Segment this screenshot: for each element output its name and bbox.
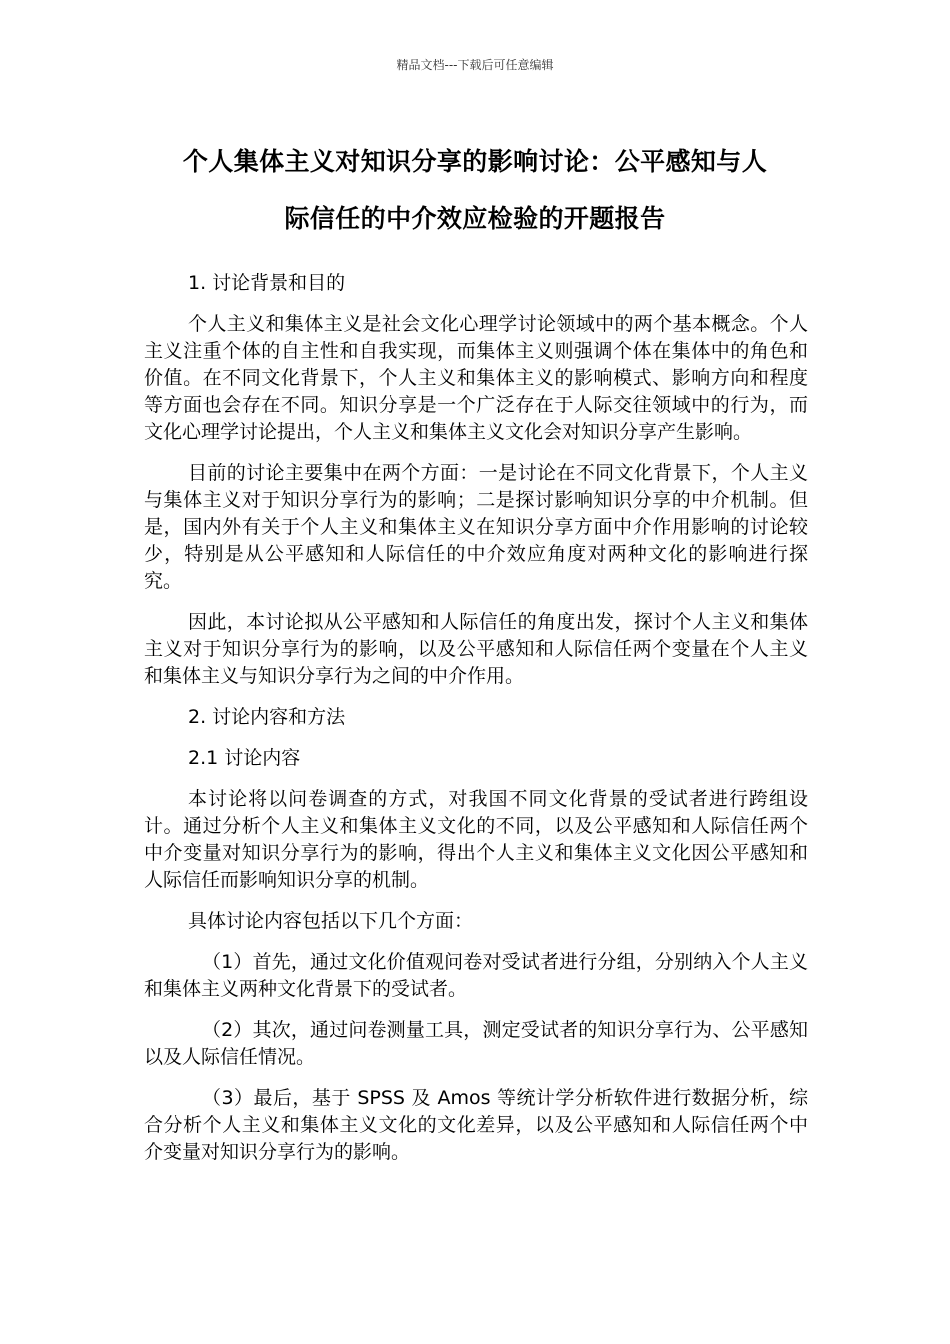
title-line-1: 个人集体主义对知识分享的影响讨论：公平感知与人 <box>182 147 768 176</box>
subsection-heading-2-1: 2.1 讨论内容 <box>188 747 301 769</box>
paragraph-content-intro: 具体讨论内容包括以下几个方面： <box>188 910 474 932</box>
title-line-2: 际信任的中介效应检验的开题报告 <box>284 204 666 233</box>
list-item-2: （2）其次，通过问卷测量工具，测定受试者的知识分享行为、公平感知以及人际信任情况。 <box>144 1019 808 1068</box>
document-title <box>140 133 810 247</box>
paragraph-purpose: 因此，本讨论拟从公平感知和人际信任的角度出发，探讨个人主义和集体主义对于知识分享行为的影响，以及公平感知和人际信任两个变量在个人主义和集体主义与知识分享行为之间的中介作用。 <box>144 611 808 687</box>
paragraph-background: 个人主义和集体主义是社会文化心理学讨论领域中的两个基本概念。个人主义注重个体的自主性和自我实现，而集体主义则强调个体在集体中的角色和价值。在不同文化背景下，个人主义和集体主义的影响模式、影响方向和程度等方面也会存在不同。知识分享是一个广泛存在于人际交往领域中的行为，而文化心理学讨论提出，个人主义和集体主义文化会对知识分享产生影响。 <box>144 313 808 443</box>
paragraph-current-research: 目前的讨论主要集中在两个方面：一是讨论在不同文化背景下，个人主义与集体主义对于知识分享行为的影响；二是探讨影响知识分享的中介机制。但是，国内外有关于个人主义和集体主义在知识分享方面中介作用影响的讨论较少，特别是从公平感知和人际信任的中介效应角度对两种文化的影响进行探究。 <box>144 462 808 592</box>
paragraph-research-content: 本讨论将以问卷调查的方式，对我国不同文化背景的受试者进行跨组设计。通过分析个人主义和集体主义文化的不同，以及公平感知和人际信任两个中介变量对知识分享行为的影响，得出个人主义和集体主义文化因公平感知和人际信任而影响知识分享的机制。 <box>144 788 808 891</box>
list-item-1: （1）首先，通过文化价值观问卷对受试者进行分组，分别纳入个人主义和集体主义两种文化背景下的受试者。 <box>144 951 808 1000</box>
page-header: 精品文档---下载后可任意编辑 <box>396 58 554 72</box>
section-heading-1: 1. 讨论背景和目的 <box>188 272 346 294</box>
list-item-3: （3）最后，基于 SPSS 及 Amos 等统计学分析软件进行数据分析，综合分析个人主义和集体主义文化的文化差异，以及公平感知和人际信任两个中介变量对知识分享行为的影响。 <box>144 1087 808 1163</box>
document-body <box>144 270 808 1180</box>
section-heading-2: 2. 讨论内容和方法 <box>188 706 346 728</box>
